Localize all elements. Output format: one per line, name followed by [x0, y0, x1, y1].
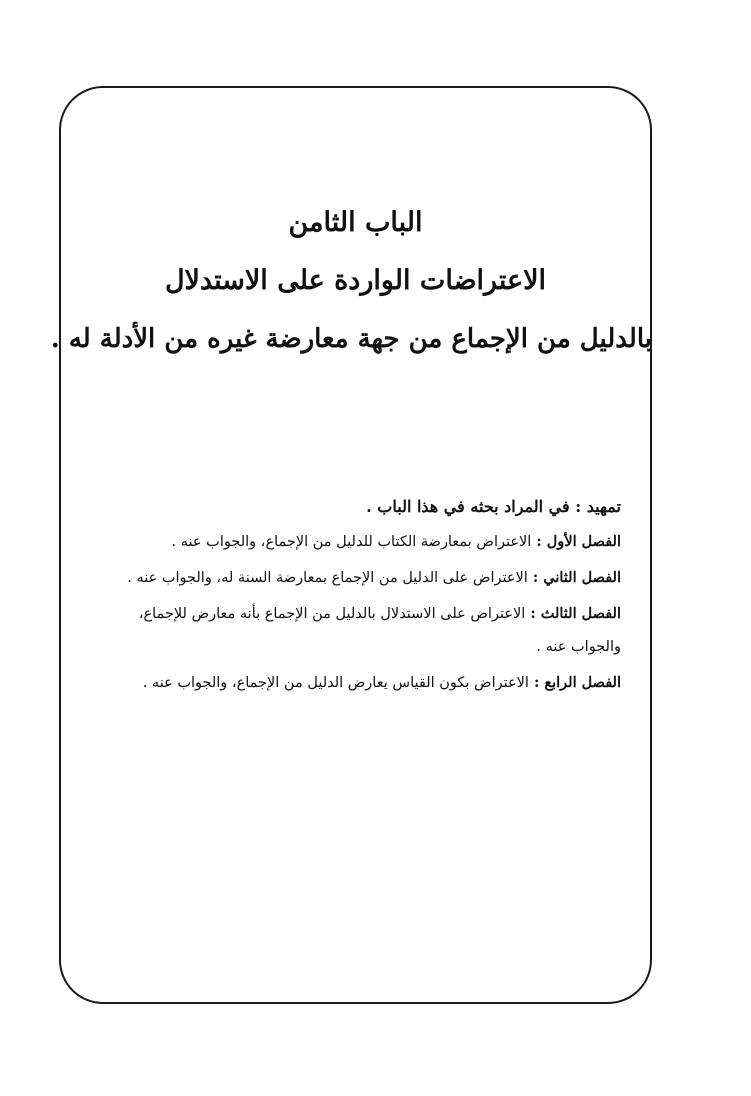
contents-item-chapter-4	[101, 666, 621, 700]
contents-item-text: الاعتراض بكون القياس يعارض الدليل من الإجماع، والجواب عنه .	[142, 675, 529, 691]
chapter-title-line-2: بالدليل من الإجماع من جهة معارضة غيره من الأدلة له .	[50, 324, 652, 354]
contents-item-label: الفصل الرابع :	[528, 674, 621, 691]
contents-item-chapter-3	[101, 597, 621, 664]
contents-item-chapter-2	[101, 561, 621, 595]
contents-item-text: الاعتراض بمعارضة الكتاب للدليل من الإجماع، والجواب عنه .	[171, 534, 532, 550]
contents-item-label: الفصل الأول :	[531, 533, 621, 550]
contents-item-label: تمهيد :	[569, 497, 621, 516]
contents-item-label: الفصل الثالث :	[525, 605, 621, 622]
chapter-title-line-1: الاعتراضات الواردة على الاستدلال	[164, 265, 547, 296]
chapter-heading	[50, 207, 652, 354]
contents-item-chapter-1	[101, 525, 621, 559]
contents-item-label: الفصل الثاني :	[527, 569, 621, 586]
chapter-contents-list	[101, 490, 621, 702]
contents-item-text: الاعتراض على الدليل من الإجماع بمعارضة السنة له، والجواب عنه .	[127, 570, 528, 586]
contents-item-text: الاعتراض على الاستدلال بالدليل من الإجماع بأنه معارض للإجماع، والجواب عنه .	[138, 606, 621, 655]
contents-item-intro	[101, 490, 621, 523]
chapter-number: الباب الثامن	[288, 207, 423, 238]
contents-item-text: في المراد بحثه في هذا الباب .	[366, 497, 570, 516]
